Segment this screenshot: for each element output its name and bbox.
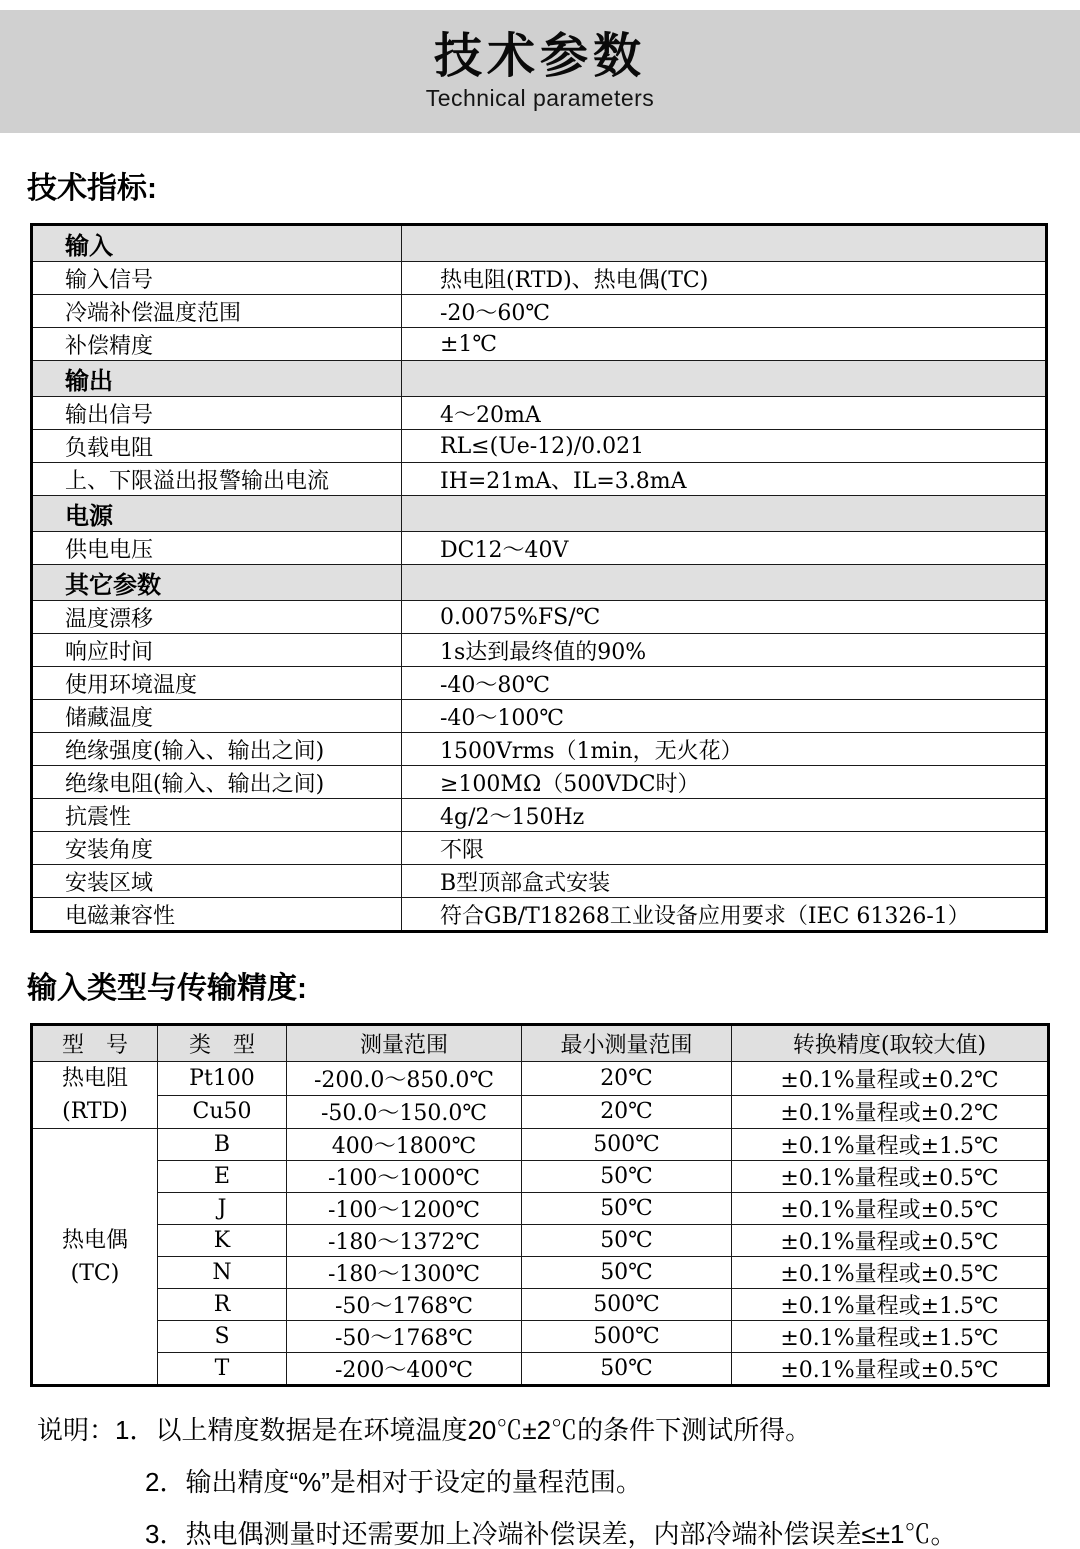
conversion-accuracy: ±0.1%量程或±0.2℃	[732, 1095, 1049, 1129]
conversion-accuracy: ±0.1%量程或±0.5℃	[732, 1161, 1049, 1193]
min-measure-range: 50℃	[522, 1257, 732, 1289]
spec-value: B型顶部盒式安装	[402, 865, 1047, 898]
accuracy-section-heading: 输入类型与传输精度:	[27, 972, 307, 1005]
spec-name: 补偿精度	[32, 328, 402, 361]
specs-row	[32, 262, 1047, 295]
sensor-type: Cu50	[158, 1095, 287, 1129]
specs-row	[32, 532, 1047, 565]
accuracy-row	[32, 1129, 1049, 1161]
accuracy-row	[32, 1289, 1049, 1321]
min-measure-range: 500℃	[522, 1289, 732, 1321]
specs-section-empty	[402, 496, 1047, 532]
spec-name: 安装角度	[32, 832, 402, 865]
specs-row	[32, 430, 1047, 463]
specs-section-label: 输出	[32, 361, 402, 397]
sensor-type: T	[158, 1353, 287, 1386]
spec-name: 输出信号	[32, 397, 402, 430]
accuracy-header-row	[32, 1025, 1049, 1062]
min-measure-range: 50℃	[522, 1225, 732, 1257]
measure-range: -50.0～150.0℃	[287, 1095, 522, 1129]
specs-section-empty	[402, 565, 1047, 601]
conversion-accuracy: ±0.1%量程或±1.5℃	[732, 1129, 1049, 1161]
spec-value: ≥100MΩ（500VDC时）	[402, 766, 1047, 799]
specs-row	[32, 667, 1047, 700]
spec-value: 4～20mA	[402, 397, 1047, 430]
accuracy-row	[32, 1161, 1049, 1193]
spec-value: 符合GB/T18268工业设备应用要求（IEC 61326-1）	[402, 898, 1047, 932]
sensor-type: K	[158, 1225, 287, 1257]
col-header-min-range: 最小测量范围	[522, 1025, 732, 1062]
notes-block	[37, 1413, 1080, 1549]
sensor-type: N	[158, 1257, 287, 1289]
spec-value: 4g/2～150Hz	[402, 799, 1047, 832]
note-line-1	[37, 1413, 1080, 1447]
sensor-type: E	[158, 1161, 287, 1193]
spec-value: -40～100℃	[402, 700, 1047, 733]
sensor-type: R	[158, 1289, 287, 1321]
specs-section-heading: 技术指标:	[27, 172, 157, 205]
spec-name: 使用环境温度	[32, 667, 402, 700]
spec-name: 电磁兼容性	[32, 898, 402, 932]
model-label-line2: (TC)	[70, 1260, 120, 1286]
model-label-line1: 热电偶	[61, 1227, 128, 1253]
spec-value: -40～80℃	[402, 667, 1047, 700]
spec-name: 输入信号	[32, 262, 402, 295]
measure-range: -180～1300℃	[287, 1257, 522, 1289]
accuracy-row	[32, 1062, 1049, 1096]
measure-range: -100～1000℃	[287, 1161, 522, 1193]
accuracy-row	[32, 1257, 1049, 1289]
specs-row	[32, 328, 1047, 361]
accuracy-row	[32, 1225, 1049, 1257]
note-text: 1．以上精度数据是在环境温度20℃±2℃的条件下测试所得。	[115, 1415, 812, 1445]
col-header-range: 测量范围	[287, 1025, 522, 1062]
specs-row	[32, 463, 1047, 496]
spec-value: IH=21mA、IL=3.8mA	[402, 463, 1047, 496]
specs-row	[32, 799, 1047, 832]
model-label-line1: 热电阻	[61, 1066, 128, 1091]
measure-range: -200～400℃	[287, 1353, 522, 1386]
model-group-rtd	[32, 1062, 158, 1129]
accuracy-row	[32, 1095, 1049, 1129]
measure-range: -50～1768℃	[287, 1289, 522, 1321]
specs-section-label: 其它参数	[32, 565, 402, 601]
model-group-tc	[32, 1129, 158, 1386]
min-measure-range: 500℃	[522, 1321, 732, 1353]
spec-value: 热电阻(RTD)、热电偶(TC)	[402, 262, 1047, 295]
model-label-line2: (RTD)	[62, 1099, 128, 1124]
specs-row	[32, 766, 1047, 799]
accuracy-row	[32, 1321, 1049, 1353]
spec-name: 抗震性	[32, 799, 402, 832]
conversion-accuracy: ±0.1%量程或±1.5℃	[732, 1321, 1049, 1353]
spec-value: RL≤(Ue-12)/0.021	[402, 430, 1047, 463]
page-header	[0, 10, 1080, 133]
spec-name: 响应时间	[32, 634, 402, 667]
spec-name: 供电电压	[32, 532, 402, 565]
specs-section-label: 输入	[32, 225, 402, 262]
note-line-2: 2．输出精度“%”是相对于设定的量程范围。	[145, 1467, 642, 1497]
specs-row	[32, 865, 1047, 898]
spec-name: 安装区域	[32, 865, 402, 898]
measure-range: -100～1200℃	[287, 1193, 522, 1225]
specs-section-row	[32, 225, 1047, 262]
specs-section-empty	[402, 225, 1047, 262]
spec-name: 温度漂移	[32, 601, 402, 634]
spec-name: 上、下限溢出报警输出电流	[32, 463, 402, 496]
conversion-accuracy: ±0.1%量程或±0.5℃	[732, 1193, 1049, 1225]
note-line-3: 3．热电偶测量时还需要加上冷端补偿误差，内部冷端补偿误差≤±1℃。	[145, 1519, 957, 1549]
min-measure-range: 50℃	[522, 1161, 732, 1193]
specs-row	[32, 295, 1047, 328]
sensor-type: B	[158, 1129, 287, 1161]
specs-row	[32, 700, 1047, 733]
sensor-type: J	[158, 1193, 287, 1225]
measure-range: -180～1372℃	[287, 1225, 522, 1257]
specs-table	[30, 223, 1048, 933]
min-measure-range: 20℃	[522, 1062, 732, 1096]
specs-section-row	[32, 496, 1047, 532]
conversion-accuracy: ±0.1%量程或±0.5℃	[732, 1225, 1049, 1257]
sensor-type: Pt100	[158, 1062, 287, 1096]
specs-section-row	[32, 361, 1047, 397]
min-measure-range: 500℃	[522, 1129, 732, 1161]
spec-value: DC12～40V	[402, 532, 1047, 565]
page-title: 技术参数	[433, 29, 646, 83]
spec-value: 不限	[402, 832, 1047, 865]
accuracy-row	[32, 1193, 1049, 1225]
sensor-type: S	[158, 1321, 287, 1353]
spec-value: 1s达到最终值的90%	[402, 634, 1047, 667]
min-measure-range: 50℃	[522, 1193, 732, 1225]
spec-value: 0.0075%FS/℃	[402, 601, 1047, 634]
spec-name: 绝缘强度(输入、输出之间)	[32, 733, 402, 766]
page-subtitle: Technical parameters	[425, 85, 655, 112]
spec-value: ±1℃	[402, 328, 1047, 361]
spec-name: 储藏温度	[32, 700, 402, 733]
specs-row	[32, 634, 1047, 667]
specs-row	[32, 601, 1047, 634]
accuracy-table	[30, 1023, 1050, 1387]
conversion-accuracy: ±0.1%量程或±0.5℃	[732, 1257, 1049, 1289]
specs-section-row	[32, 565, 1047, 601]
spec-name: 冷端补偿温度范围	[32, 295, 402, 328]
specs-row	[32, 733, 1047, 766]
spec-value: 1500Vrms（1min，无火花）	[402, 733, 1047, 766]
measure-range: 400～1800℃	[287, 1129, 522, 1161]
conversion-accuracy: ±0.1%量程或±0.5℃	[732, 1353, 1049, 1386]
accuracy-row	[32, 1353, 1049, 1386]
measure-range: -200.0～850.0℃	[287, 1062, 522, 1096]
specs-row	[32, 397, 1047, 430]
conversion-accuracy: ±0.1%量程或±1.5℃	[732, 1289, 1049, 1321]
measure-range: -50～1768℃	[287, 1321, 522, 1353]
spec-name: 负载电阻	[32, 430, 402, 463]
specs-row	[32, 898, 1047, 932]
spec-value: -20～60℃	[402, 295, 1047, 328]
specs-section-empty	[402, 361, 1047, 397]
notes-prefix: 说明：	[37, 1415, 116, 1445]
col-header-model: 型 号	[32, 1025, 158, 1062]
col-header-type: 类 型	[158, 1025, 287, 1062]
col-header-accuracy: 转换精度(取较大值)	[732, 1025, 1049, 1062]
spec-name: 绝缘电阻(输入、输出之间)	[32, 766, 402, 799]
min-measure-range: 20℃	[522, 1095, 732, 1129]
min-measure-range: 50℃	[522, 1353, 732, 1386]
conversion-accuracy: ±0.1%量程或±0.2℃	[732, 1062, 1049, 1096]
specs-row	[32, 832, 1047, 865]
specs-section-label: 电源	[32, 496, 402, 532]
